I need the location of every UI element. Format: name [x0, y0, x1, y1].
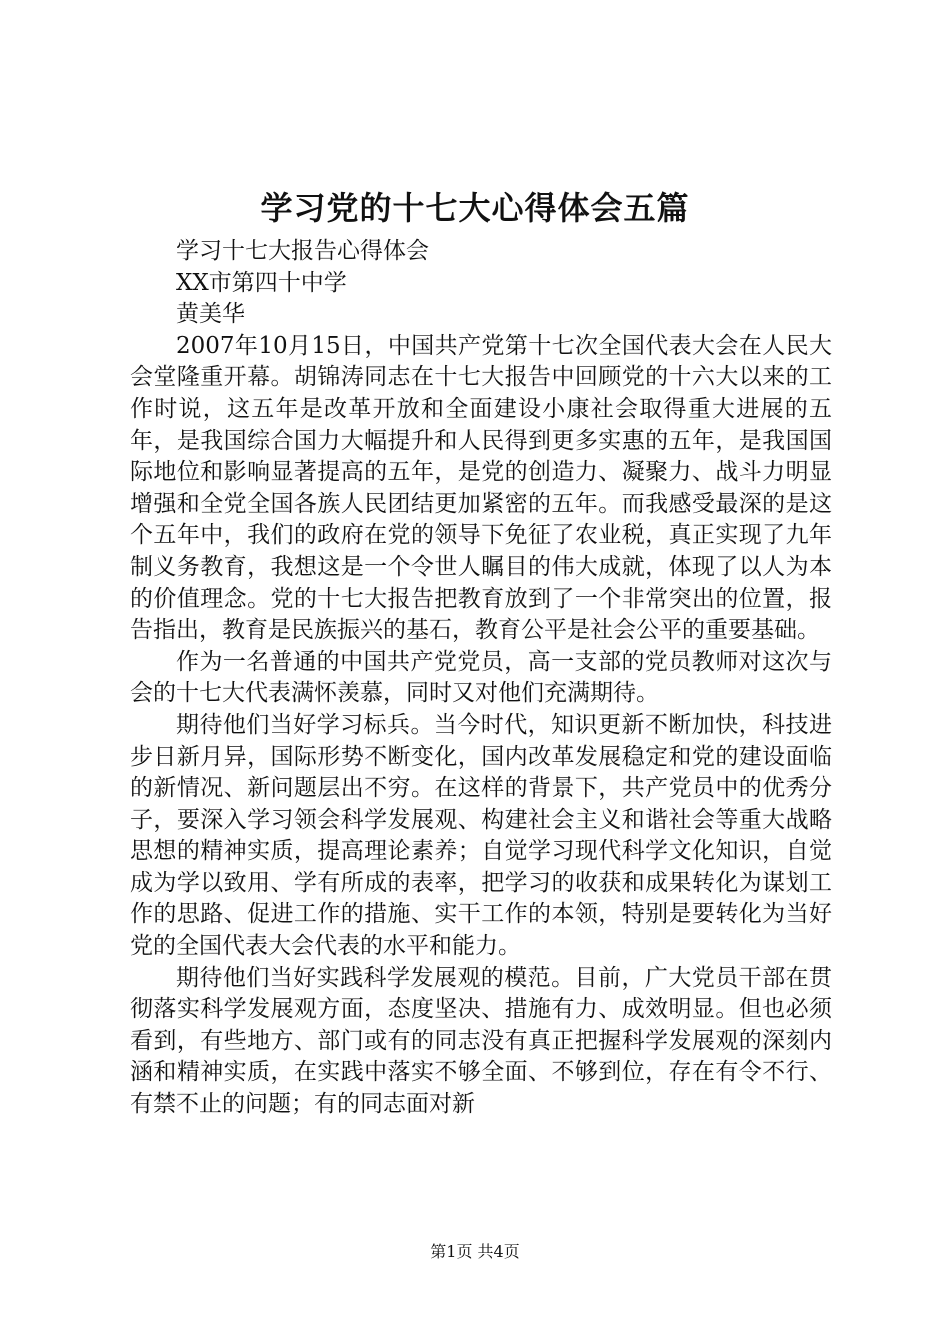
document-title: 学习党的十七大心得体会五篇	[260, 189, 690, 227]
body-paragraph: 作为一名普通的中国共产党党员，高一支部的党员教师对这次与会的十七大代表满怀羡慕，同时又对他们充满期待。	[130, 648, 832, 707]
page-footer: 第1页 共4页	[430, 1242, 520, 1261]
subtitle-line: 学习十七大报告心得体会	[176, 238, 429, 264]
body-paragraph: 期待他们当好实践科学发展观的模范。目前，广大党员干部在贯彻落实科学发展观方面，态度坚决、措施有力、成效明显。但也必须看到，有些地方、部门或有的同志没有真正把握科学发展观的深刻内涵和精神实质，在实践中落实不够全面、不够到位，存在有令不行、有禁不止的问题；有的同志面对新	[130, 964, 832, 1118]
body-paragraph: 期待他们当好学习标兵。当今时代，知识更新不断加快，科技进步日新月异，国际形势不断变化，国内改革发展稳定和党的建设面临的新情况、新问题层出不穷。在这样的背景下，共产党员中的优秀分子，要深入学习领会科学发展观、构建社会主义和谐社会等重大战略思想的精神实质，提高理论素养；自觉学习现代科学文化知识，自觉成为学以致用、学有所成的表率，把学习的收获和成果转化为谋划工作的思路、促进工作的措施、实干工作的本领，特别是要转化为当好党的全国代表大会代表的水平和能力。	[130, 711, 832, 960]
school-line: XX市第四十中学	[176, 269, 347, 296]
document-body	[130, 236, 832, 1121]
author-line: 黄美华	[176, 301, 245, 328]
body-paragraph: 2007年10月15日，中国共产党第十七次全国代表大会在人民大会堂隆重开幕。胡锦涛同志在十七大报告中回顾党的十六大以来的工作时说，这五年是改革开放和全面建设小康社会取得重大进展的五年，是我国综合国力大幅提升和人民得到更多实惠的五年，是我国国际地位和影响显著提高的五年，是党的创造力、凝聚力、战斗力明显增强和全党全国各族人民团结更加紧密的五年。而我感受最深的是这个五年中，我们的政府在党的领导下免征了农业税，真正实现了九年制义务教育，我想这是一个令世人瞩目的伟大成就，体现了以人为本的价值理念。党的十七大报告把教育放到了一个非常突出的位置，报告指出，教育是民族振兴的基石，教育公平是社会公平的重要基础。	[130, 332, 832, 644]
